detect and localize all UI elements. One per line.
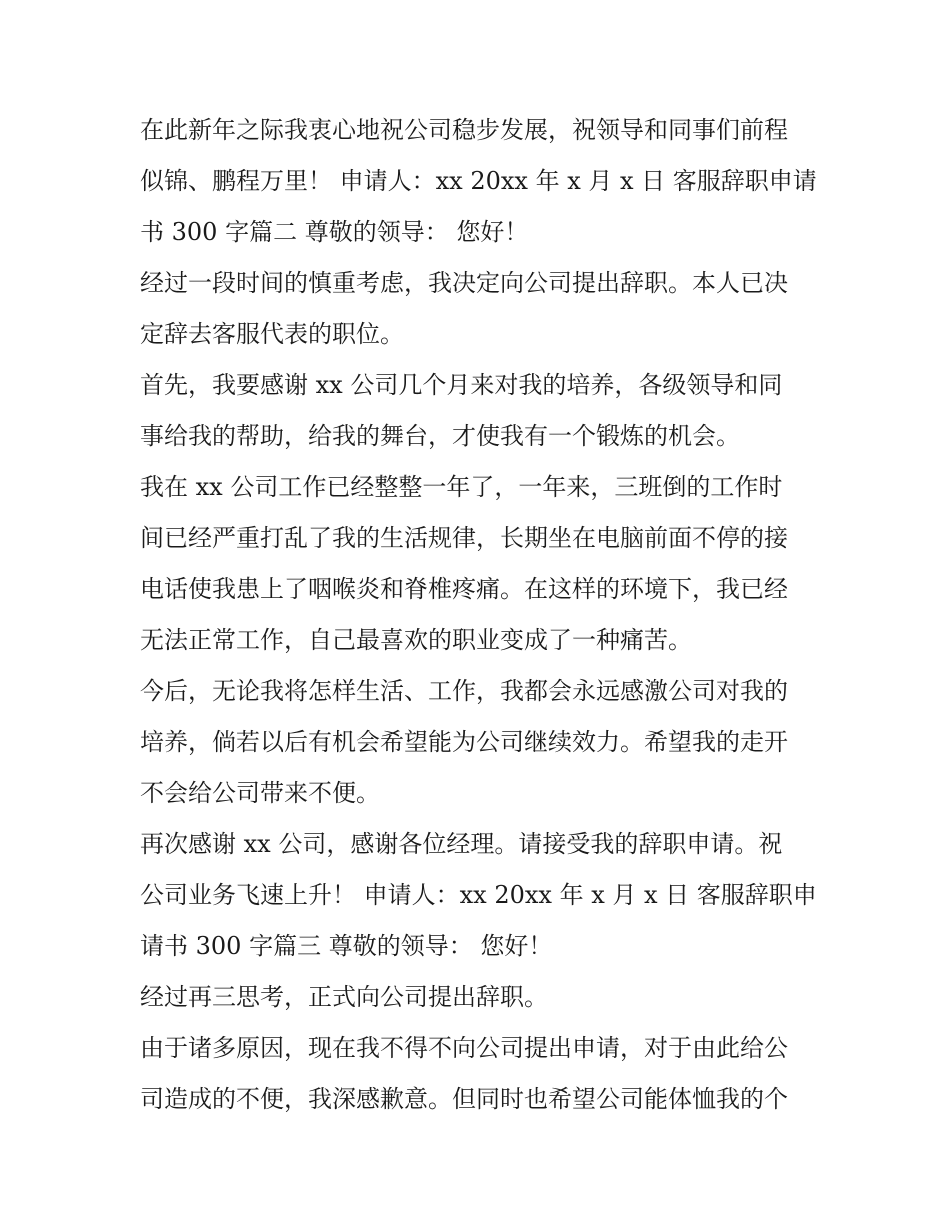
text-line: 公司业务飞速上升！ 申请人：xx 20xx 年 x 月 x 日 客服辞职申 (140, 881, 817, 909)
text-line: 今后，无论我将怎样生活、工作，我都会永远感激公司对我的 (140, 677, 788, 705)
text-line: 无法正常工作，自己最喜欢的职业变成了一种痛苦。 (140, 626, 692, 654)
text-line: 培养，倘若以后有机会希望能为公司继续效力。希望我的走开 (140, 728, 788, 756)
text-line: 不会给公司带来不便。 (140, 779, 380, 807)
text-line: 电话使我患上了咽喉炎和脊椎疼痛。在这样的环境下，我已经 (140, 575, 788, 603)
text-line: 间已经严重打乱了我的生活规律，长期坐在电脑前面不停的接 (140, 524, 788, 552)
text-line: 由于诸多原因，现在我不得不向公司提出申请，对于由此给公 (140, 1034, 788, 1062)
text-line: 再次感谢 xx 公司，感谢各位经理。请接受我的辞职申请。祝 (140, 830, 783, 858)
text-line: 我在 xx 公司工作已经整整一年了，一年来，三班倒的工作时 (140, 473, 783, 501)
text-line: 事给我的帮助，给我的舞台，才使我有一个锻炼的机会。 (140, 422, 740, 450)
text-line: 司造成的不便，我深感歉意。但同时也希望公司能体恤我的个 (140, 1085, 788, 1113)
text-line: 似锦、鹏程万里！ 申请人：xx 20xx 年 x 月 x 日 客服辞职申请 (140, 167, 817, 195)
text-line: 经过一段时间的慎重考虑，我决定向公司提出辞职。本人已决 (140, 269, 788, 297)
document-body (140, 105, 820, 1125)
text-line: 书 300 字篇二 尊敬的领导： 您好！ (140, 218, 529, 246)
text-line: 首先，我要感谢 xx 公司几个月来对我的培养，各级领导和同 (140, 371, 783, 399)
text-line: 在此新年之际我衷心地祝公司稳步发展，祝领导和同事们前程 (140, 116, 788, 144)
text-line: 请书 300 字篇三 尊敬的领导： 您好！ (140, 932, 553, 960)
text-line: 定辞去客服代表的职位。 (140, 320, 404, 348)
text-line: 经过再三思考，正式向公司提出辞职。 (140, 983, 548, 1011)
